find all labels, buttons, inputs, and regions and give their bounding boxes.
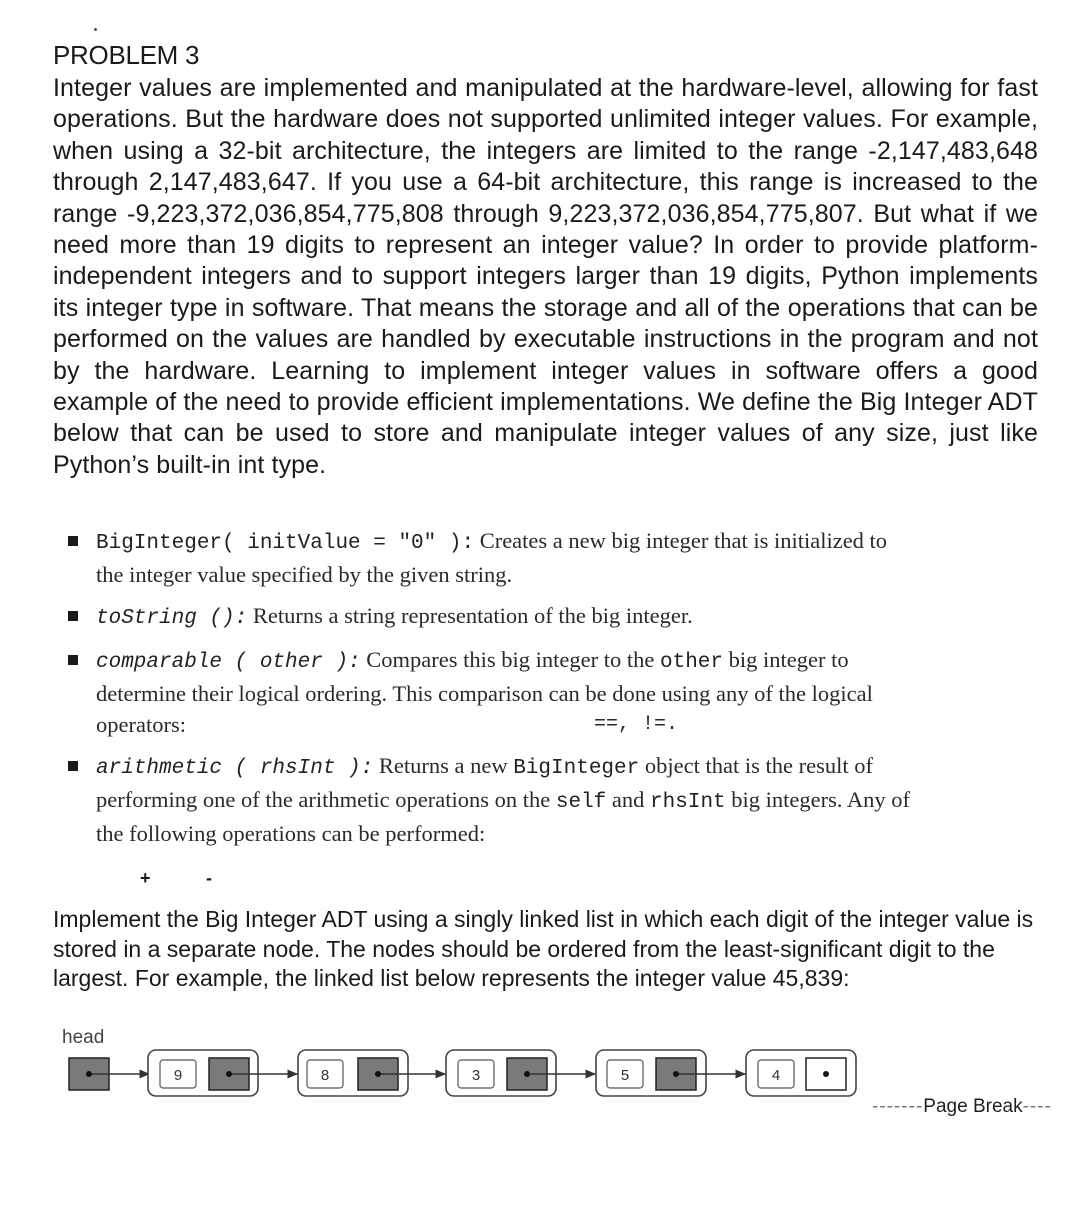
tostring-signature: toString (): — [96, 607, 248, 630]
arithmetic-rhs: rhsInt — [650, 791, 726, 814]
arithmetic-description-3: big integers. Any of the following operations can be performed: — [96, 787, 911, 846]
comparable-operators: ==, !=. — [594, 713, 679, 736]
dashed-line-right: ---- — [1022, 1096, 1052, 1117]
comparable-signature: comparable ( other ): — [96, 651, 361, 674]
problem-title: PROBLEM 3 — [53, 40, 200, 70]
node-digit: 5 — [620, 1067, 630, 1084]
arithmetic-signature: arithmetic ( rhsInt ): — [96, 757, 374, 780]
adt-operations-list — [66, 525, 918, 859]
list-node — [298, 1050, 446, 1096]
arithmetic-description-1: Returns a new — [373, 753, 514, 778]
arithmetic-and: and — [606, 787, 651, 812]
list-node — [446, 1050, 596, 1096]
problem-intro: Integer values are implemented and manipulated at the hardware-level, allowing for fast operations. But the hardware does not supported unlimited integer values. For example, when using a 32-bit architecture, the integers are limited to the range -2,147,483,648 through 2,147,483,647. If you use a 64-bit architecture, this range is increased to the range -9,223,372,036,854,775,808 through 9,223,372,036,854,775,807. But what if we need more than 19 digits to represent an integer value? In order to provide platform-independent integers and to support integers larger than 19 digits, Python implements its integer type in software. That means the storage and all of the operations that can be performed on the values are handled by executable instructions in the program and not by the hardware. Learning to implement integer values in software offers a good example of the need to provide efficient implementations. We define the Big Integer ADT below that can be used to store and manipulate integer values of any size, just like Python’s built-in int type. — [53, 74, 1038, 479]
dashed-line-left: ------- — [872, 1096, 924, 1117]
node-digit: 3 — [471, 1067, 481, 1084]
bullet-icon — [68, 536, 78, 546]
comparable-description-2: big integer to determine their logical ordering. This comparison can be done using any of the logical operators: — [96, 647, 873, 737]
list-node — [596, 1050, 746, 1096]
adt-item-constructor — [66, 525, 918, 590]
list-node — [148, 1050, 298, 1096]
node-digit: 9 — [173, 1067, 183, 1084]
tostring-description: Returns a string representation of the big integer. — [247, 603, 693, 628]
bullet-icon — [68, 761, 78, 771]
arithmetic-self: self — [555, 791, 607, 814]
constructor-description: Creates a new big integer that is initialized to the integer value specified by the given string. — [96, 528, 888, 587]
arithmetic-description-2: object that is the result of performing one of the arithmetic operations on the — [96, 753, 873, 812]
list-node — [746, 1050, 856, 1096]
adt-item-tostring — [66, 600, 918, 634]
null-pointer-icon — [823, 1071, 829, 1077]
node-digit: 8 — [320, 1067, 330, 1084]
comparable-description-1: Compares this big integer to the — [360, 647, 660, 672]
implementation-text: Implement the Big Integer ADT using a singly linked list in which each digit of the integer value is stored in a separate node. The nodes should be ordered from the least-significant digit to the largest. For example, the linked list below represents the integer value 45,839: — [53, 906, 1034, 991]
node-digit: 4 — [771, 1067, 781, 1084]
linked-list-diagram — [0, 1040, 880, 1110]
operator-plus: + — [140, 868, 151, 888]
bullet-icon — [68, 611, 78, 621]
page-break-label: Page Break — [923, 1096, 1023, 1117]
page-break-marker — [872, 1096, 1052, 1118]
head-label: head — [62, 1027, 105, 1048]
operator-minus: - — [206, 868, 212, 888]
comparable-other: other — [659, 651, 723, 674]
adt-item-arithmetic — [66, 750, 918, 849]
adt-item-comparable — [66, 644, 918, 740]
constructor-signature: BigInteger( initValue = "0" ): — [96, 532, 475, 555]
arithmetic-class-name: BigInteger — [513, 757, 640, 780]
head-pointer-box — [69, 1058, 150, 1090]
stray-mark — [94, 28, 97, 31]
bullet-icon — [68, 655, 78, 665]
